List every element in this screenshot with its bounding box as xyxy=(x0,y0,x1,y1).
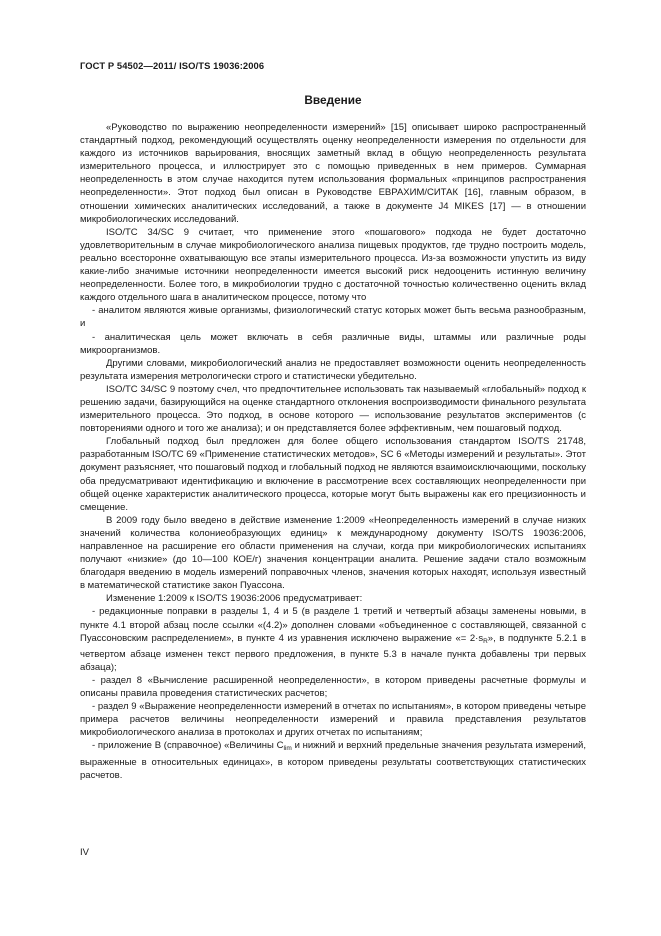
page-number: IV xyxy=(80,847,89,858)
body-text xyxy=(80,121,586,782)
paragraph: Глобальный подход был предложен для более общего использования стандартом ISO/TS 21748, разработанным ISO/TC 69 «Применение статистических методов», SC 6 «Методы измерений и результаты». Этот документ разъясняет, что пошаговый подход и глобальный подход не являются взаимоисключающими, поскольку оба предусматривают идентификацию и включение в рассмотрение всех составляющих неопределенности при общей оценке характеристик аналитического процесса, которые могут быть выражены как его прецизионность и смещение. xyxy=(80,436,586,513)
paragraph: - раздел 9 «Выражение неопределенности измерений в отчетах по испытаниям», в котором приведены четыре примера расчетов величины неопределенности измерений и правила представления результатов микробиологического анализа в протоколах и других отчетах по испытаниям; xyxy=(80,701,586,739)
paragraph: ISO/TC 34/SC 9 считает, что применение этого «пошагового» подхода не будет достаточно удовлетворительным в случае микробиологического анализа пищевых продуктов, где трудно построить модель, реально всесторонне охватывающую все этапы измерительного процесса. Из-за возможности упустить из виду какие-либо значимые источники неопределенности имеется высокий риск недооценить истинную величину неопределенности. Более того, в микробиологии трудно с достаточной точностью количественно оценить вклад каждого отдельного шага в аналитическом процессе, потому что xyxy=(80,226,586,304)
document-header: ГОСТ Р 54502—2011/ ISO/TS 19036:2006 xyxy=(80,60,265,71)
paragraph: - раздел 8 «Вычисление расширенной неопределенности», в котором приведены расчетные формулы и описаны правила проведения статистических расчетов; xyxy=(80,674,586,700)
paragraph: - аналитом являются живые организмы, физиологический статус которых может быть весьма разнообразным, и xyxy=(80,305,586,330)
paragraph: «Руководство по выражению неопределенности измерений» [15] описывает широко распространенный стандартный подход, рекомендующий осуществлять оценку неопределенности измерения по отдельности для каждого из источников варьирования, вносящих заметный вклад в общую неопределенность результата измерительного процесса, и иллюстрирует это с помощью приведенных в нем примеров. Суммарная неопределенность в этом случае находится путем использования формальных «принципов распространения неопределенности». Этот подход был описан в Руководстве ЕВРАХИМ/СИТАК [16], главным образом, в отношении химических аналитических исследований, а также в документе J4 MIKES [17] — в отношении микробиологических исследований. xyxy=(80,122,586,225)
paragraph: - аналитическая цель может включать в себя различные виды, штаммы или различные роды микроорганизмов. xyxy=(80,331,586,356)
paragraph: ISO/TC 34/SC 9 поэтому счел, что предпочтительнее использовать так называемый «глобальный» подход к решению задачи, базирующийся на оценке стандартного отклонения воспроизводимости финального результата измерительного процесса. Это подход, в основе которого — использование результатов экспериментов (с повторениями одного и того же анализа); и он представляется более эффективным, чем пошаговый подход. xyxy=(80,383,586,435)
paragraph: - редакционные поправки в разделы 1, 4 и 5 (в разделе 1 третий и четвертый абзацы заменены новыми, в пункте 4.1 второй абзац после ссылки «(4.2)» дополнен словами «объединенное с составляющей, связанной с Пуассоновским распределением», в пункте 4 из уравнения исключено выражение «= $2\cdot s_R$», в подпункте 5.2.1 в четвертом абзаце изменен текст первого предложения, в пункте 5.3 в начале пункта добавлены три первых абзаца); xyxy=(80,606,586,673)
paragraph: В 2009 году было введено в действие изменение 1:2009 «Неопределенность измерений в случае низких значений количества колониеобразующих единиц» к международному документу ISO/TS 19036:2006, направленное на расширение его области применения на случаи, когда при микробиологических испытаниях получают «низкие» (до 10—100 КОЕ/г) значения концентрации аналита. Решение задачи стало возможным благодаря введению в модель измерений поправочных членов, значения которых находят, используя известный в математической статистике закон Пуассона. xyxy=(80,514,586,592)
paragraph: Другими словами, микробиологический анализ не предоставляет возможности оценить неопределенность результата измерения метрологически строго и статистически убедительно. xyxy=(80,357,586,382)
section-title: Введение xyxy=(304,93,362,107)
paragraph: Изменение 1:2009 к ISO/TS 19036:2006 предусматривает: xyxy=(106,593,363,605)
paragraph: - приложение В (справочное) «Величины $C_{lim}$ и нижний и верхний предельные значения результата измерений, выраженные в относительных единицах», в котором приведены результаты соответствующих статистических расчетов. xyxy=(80,740,586,781)
